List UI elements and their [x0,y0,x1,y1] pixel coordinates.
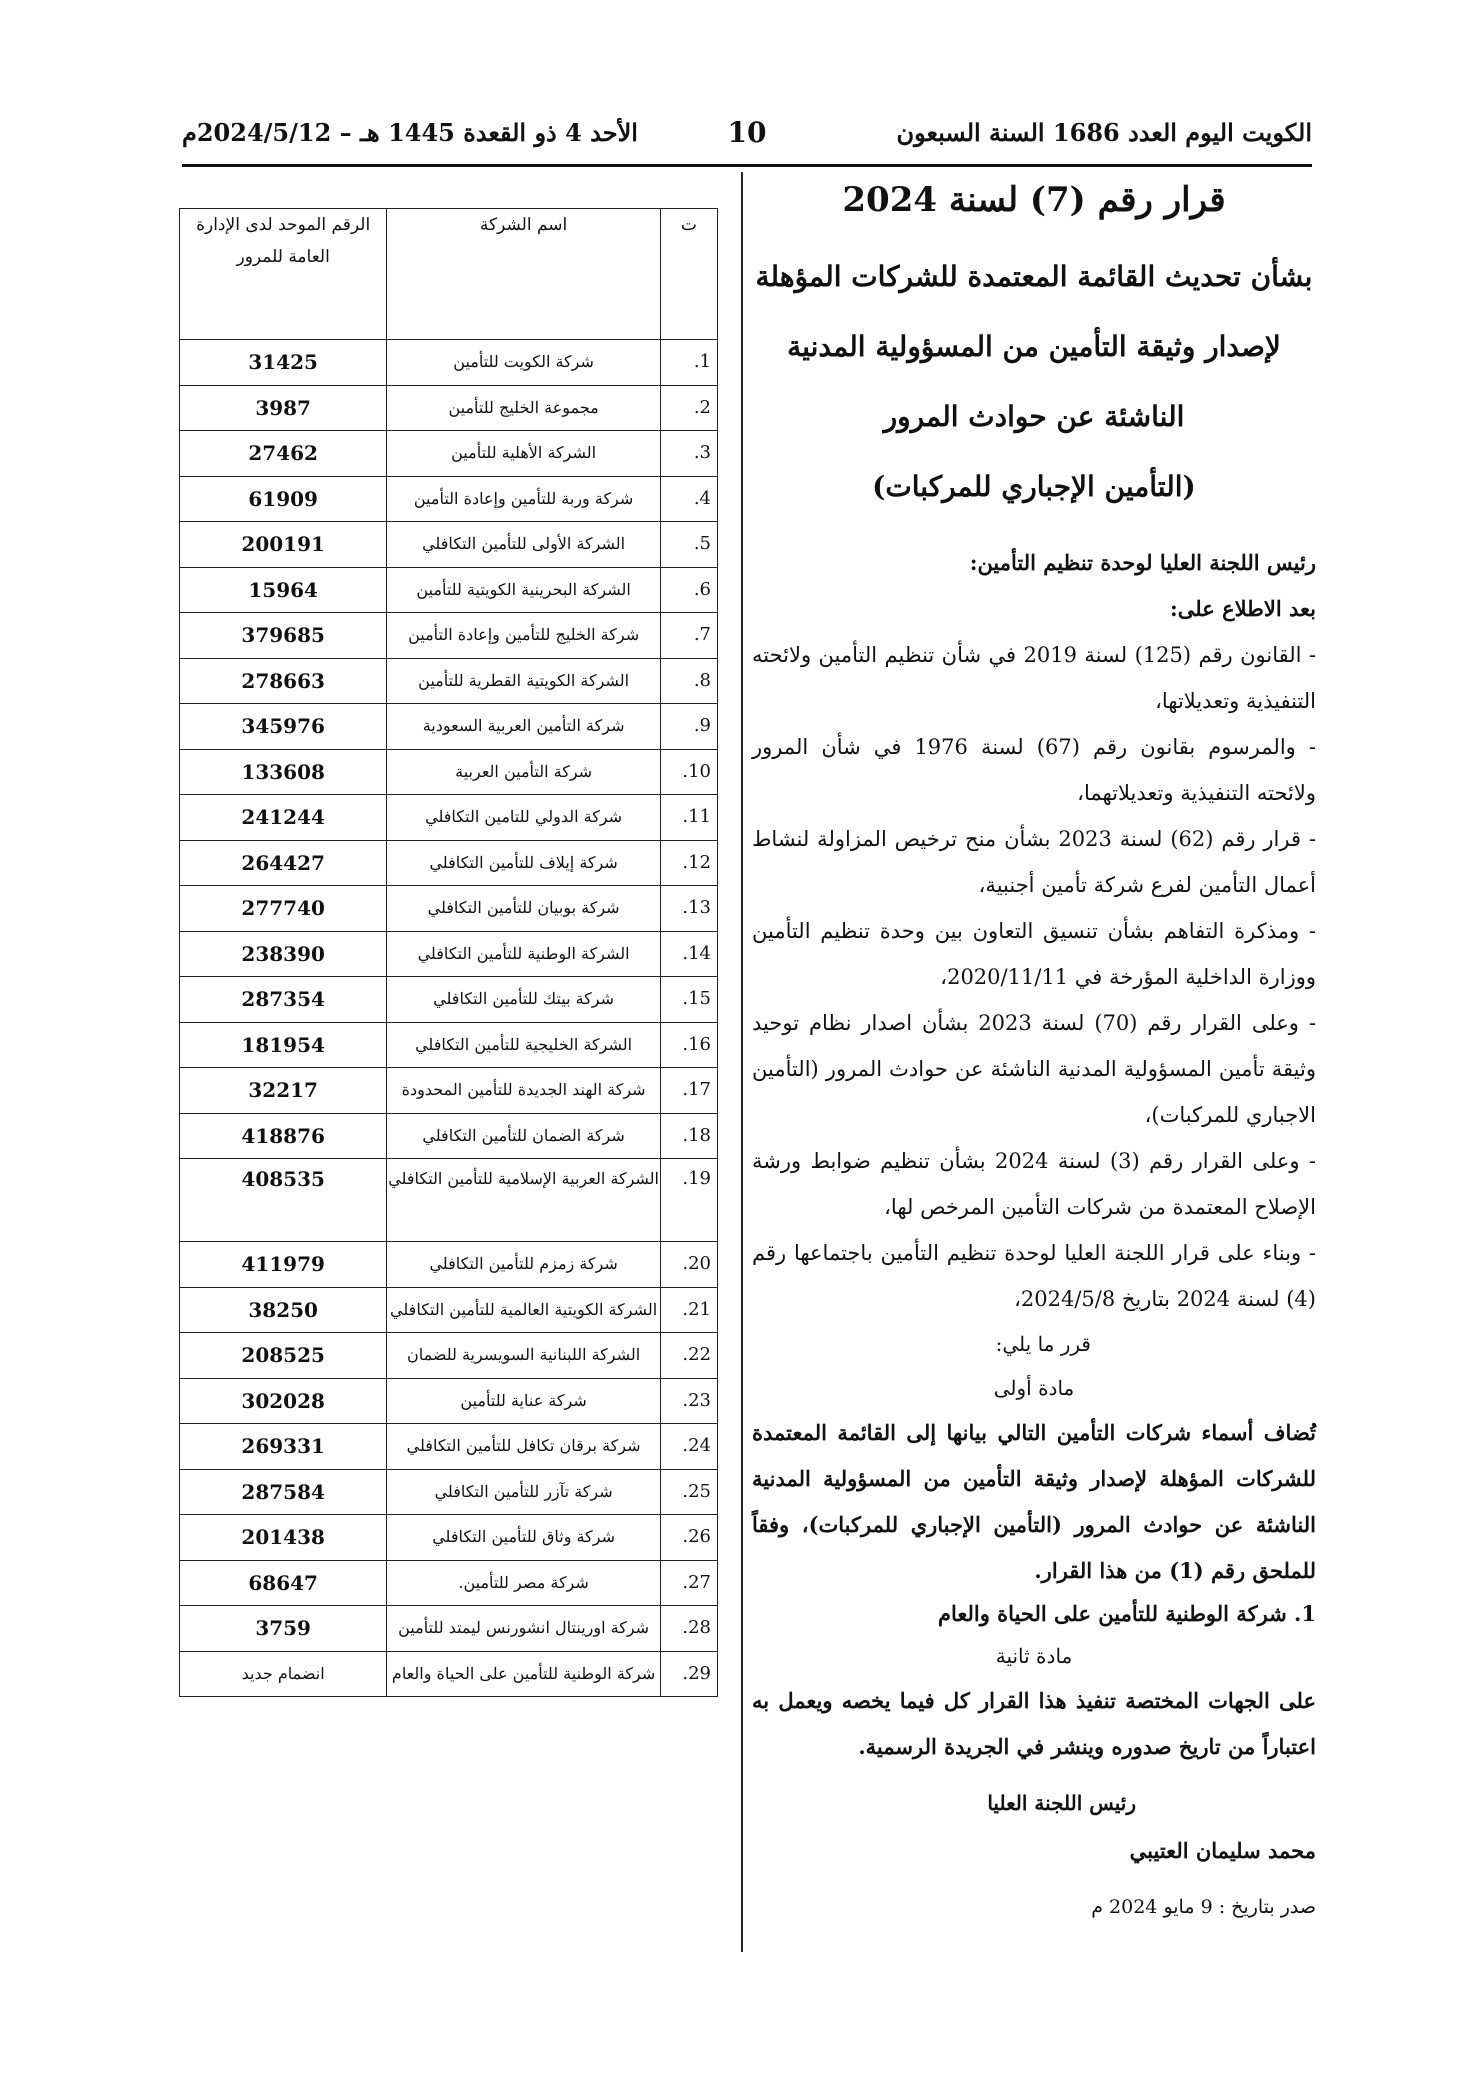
table-row [180,1560,718,1606]
gazette-issue-info: الكويت اليوم العدد 1686 السنة السبعون [896,118,1312,147]
row-number-text: 27. [682,1571,711,1593]
row-number-text: 11. [682,806,711,828]
row-number [660,1651,717,1697]
unified-number: 38250 [180,1287,387,1333]
company-name: شركة زمزم للتأمين التكافلي [387,1242,661,1288]
row-number [660,1333,717,1379]
table-row [180,704,718,750]
recital: - ومذكرة التفاهم بشأن تنسيق التعاون بين وحدة تنظيم التأمين ووزارة الداخلية المؤرخة في 2020/11/11، [752,919,1316,989]
unified-number: 408535 [180,1159,387,1242]
row-number-text: 13. [682,897,711,919]
issued-date: صدر بتاريخ : 9 مايو 2024 م [1091,1896,1316,1918]
unified-number: 61909 [180,476,387,522]
row-number [660,931,717,977]
row-number-text: 17. [682,1079,711,1101]
recital: - وعلى القرار رقم (3) لسنة 2024 بشأن تنظيم ضوابط ورشة الإصلاح المعتمدة من شركات التأمين المرخص لها، [752,1149,1316,1219]
signatory-name: محمد سليمان العتيبي [1129,1838,1316,1863]
row-number [660,1378,717,1424]
company-name: شركة بيتك للتأمين التكافلي [387,977,661,1023]
table-row [180,567,718,613]
row-number-text: 12. [682,851,711,873]
table-header-row [180,209,718,340]
companies-table-wrapper [179,208,718,1697]
company-name: شركة التأمين العربية [387,749,661,795]
article-1-title: مادة أولى [993,1376,1075,1400]
table-row [180,1651,718,1697]
unified-number: 3759 [180,1606,387,1652]
unified-number: 68647 [180,1560,387,1606]
row-number [660,749,717,795]
company-name: الشركة الوطنية للتأمين التكافلي [387,931,661,977]
row-number-text: 28. [682,1617,711,1639]
table-row [180,613,718,659]
gazette-date: الأحد 4 ذو القعدة 1445 هـ – 2024/5/12م [182,118,638,147]
company-name: الشركة الكويتية القطرية للتأمين [387,658,661,704]
row-number-text: 15. [682,988,711,1010]
company-name: الشركة الأهلية للتأمين [387,431,661,477]
row-number-text: 6. [693,578,711,600]
company-name: شركة الخليج للتأمين وإعادة التأمين [387,613,661,659]
table-row [180,340,718,386]
unified-number: 31425 [180,340,387,386]
unified-number: 277740 [180,886,387,932]
unified-number: 238390 [180,931,387,977]
row-number [660,522,717,568]
unified-number: 3987 [180,385,387,431]
row-number [660,1424,717,1470]
company-name: الشركة الأولى للتأمين التكافلي [387,522,661,568]
row-number [660,385,717,431]
row-number-text: 18. [682,1124,711,1146]
subtitle-line: بشأن تحديث القائمة المعتمدة للشركات المؤهلة [755,260,1313,293]
table-row [180,931,718,977]
table-row [180,1606,718,1652]
recital: - قرار رقم (62) لسنة 2023 بشأن منح ترخيص المزاولة لنشاط أعمال التأمين لفرع شركة تأمين أجنبية، [752,827,1317,897]
row-number-text: 14. [682,942,711,964]
table-row [180,1022,718,1068]
company-name: الشركة العربية الإسلامية للتأمين التكافلي [387,1159,661,1242]
company-name: الشركة الخليجية للتأمين التكافلي [387,1022,661,1068]
row-number-text: 19. [682,1168,711,1189]
recital: - وبناء على قرار اللجنة العليا لوحدة تنظيم التأمين باجتماعها رقم (4) لسنة 2024 بتاريخ 2024/5/8، [752,1241,1316,1311]
company-name: شركة الكويت للتأمين [387,340,661,386]
row-number [660,840,717,886]
unified-number: 345976 [180,704,387,750]
header-unified-number: الرقم الموحد لدى الإدارة العامة للمرور [180,209,387,340]
article-2-text: على الجهات المختصة تنفيذ هذا القرار كل فيما يخصه ويعمل به اعتباراً من تاريخ صدوره وينشر في الجريدة الرسمية. [752,1688,1316,1759]
row-number-text: 25. [682,1480,711,1502]
row-number [660,1515,717,1561]
unified-number: 32217 [180,1068,387,1114]
company-name: الشركة الكويتية العالمية للتأمين التكافلي [387,1287,661,1333]
subtitle-line: (التأمين الإجباري للمركبات) [872,470,1196,503]
row-number-text: 4. [693,487,711,509]
header-number: ت [660,209,717,340]
unified-number: 287584 [180,1469,387,1515]
page-header [182,118,1312,164]
row-number-text: 22. [682,1344,711,1366]
row-number [660,340,717,386]
table-row [180,1068,718,1114]
unified-number: 15964 [180,567,387,613]
header-company-name: اسم الشركة [387,209,661,340]
subtitle-line: لإصدار وثيقة التأمين من المسؤولية المدنية [787,330,1281,363]
table-row [180,795,718,841]
row-number [660,567,717,613]
table-row [180,1333,718,1379]
row-number [660,886,717,932]
unified-number: 133608 [180,749,387,795]
article-1-text: تُضاف أسماء شركات التأمين التالي بيانها إلى القائمة المعتمدة للشركات المؤهلة لإصدار وثيقة التأمين من المسؤولية المدنية الناشئة عن حوادث المرور (التأمين الإجباري للمركبات)، وفقاً للملحق رقم (1) من هذا القرار. [752,1420,1316,1583]
row-number-text: 20. [682,1253,711,1275]
table-row [180,1515,718,1561]
unified-number: 302028 [180,1378,387,1424]
unified-number: 201438 [180,1515,387,1561]
company-name: مجموعة الخليج للتأمين [387,385,661,431]
row-number [660,1159,717,1242]
company-name: شركة الدولي للتامين التكافلي [387,795,661,841]
row-number-text: 2. [693,396,711,418]
decided-line: قرر ما يلي: [995,1332,1091,1356]
page-number: 10 [727,116,767,149]
table-row [180,1113,718,1159]
table-row [180,522,718,568]
subtitle-line: الناشئة عن حوادث المرور [883,400,1185,433]
unified-number: 411979 [180,1242,387,1288]
companies-table [179,208,718,1697]
article-2-title: مادة ثانية [995,1644,1073,1668]
table-row [180,1159,718,1242]
company-name: شركة الضمان للتأمين التكافلي [387,1113,661,1159]
row-number [660,977,717,1023]
decision-text [752,180,1316,1930]
company-name: شركة وربة للتأمين وإعادة التأمين [387,476,661,522]
row-number [660,476,717,522]
row-number-text: 10. [682,760,711,782]
row-number [660,1287,717,1333]
row-number-text: 16. [682,1033,711,1055]
unified-number: 241244 [180,795,387,841]
company-name: شركة تآزر للتأمين التكافلي [387,1469,661,1515]
table-row [180,1287,718,1333]
companies-table-body [180,340,718,1697]
header-rule [182,164,1312,167]
row-number [660,795,717,841]
company-name: شركة مصر للتأمين. [387,1560,661,1606]
row-number [660,658,717,704]
row-number-text: 21. [682,1298,711,1320]
article-1-item: 1. شركة الوطنية للتأمين على الحياة والعام [937,1601,1316,1626]
recital: - والمرسوم بقانون رقم (67) لسنة 1976 في شأن المرور ولائحته التنفيذية وتعديلاتهما، [752,735,1316,805]
row-number [660,1113,717,1159]
company-name: الشركة البحرينية الكويتية للتأمين [387,567,661,613]
row-number [660,704,717,750]
table-row [180,749,718,795]
unified-number: انضمام جديد [180,1651,387,1697]
row-number-text: 1. [693,351,711,373]
row-number-text: 7. [693,624,711,646]
table-row [180,658,718,704]
company-name: شركة وثاق للتأمين التكافلي [387,1515,661,1561]
row-number [660,1606,717,1652]
row-number [660,1022,717,1068]
unified-number: 200191 [180,522,387,568]
table-row [180,840,718,886]
table-row [180,977,718,1023]
unified-number: 264427 [180,840,387,886]
company-name: شركة إيلاف للتأمين التكافلي [387,840,661,886]
company-name: شركة اورينتال انشورنس ليمتد للتأمين [387,1606,661,1652]
row-number [660,1469,717,1515]
after-review-line: بعد الاطلاع على: [1170,596,1316,621]
company-name: شركة الهند الجديدة للتأمين المحدودة [387,1068,661,1114]
decision-subtitle [752,242,1316,522]
column-divider [741,172,743,1952]
signatory-title: رئيس اللجنة العليا [987,1791,1136,1815]
company-name: الشركة اللبنانية السويسرية للضمان [387,1333,661,1379]
company-name: شركة عناية للتأمين [387,1378,661,1424]
row-number-text: 23. [682,1389,711,1411]
table-row [180,1242,718,1288]
table-row [180,1469,718,1515]
row-number-text: 24. [682,1435,711,1457]
row-number-text: 8. [693,669,711,691]
row-number-text: 9. [693,715,711,737]
company-name: شركة بوبيان للتأمين التكافلي [387,886,661,932]
company-name: شركة برقان تكافل للتأمين التكافلي [387,1424,661,1470]
row-number [660,431,717,477]
table-row [180,886,718,932]
table-row [180,476,718,522]
unified-number: 287354 [180,977,387,1023]
row-number-text: 26. [682,1526,711,1548]
recital: - القانون رقم (125) لسنة 2019 في شأن تنظيم التأمين ولائحته التنفيذية وتعديلاتها، [752,643,1316,713]
unified-number: 269331 [180,1424,387,1470]
row-number-text: 29. [682,1662,711,1684]
unified-number: 208525 [180,1333,387,1379]
unified-number: 27462 [180,431,387,477]
company-name: شركة التأمين العربية السعودية [387,704,661,750]
table-row [180,1378,718,1424]
row-number-text: 5. [693,533,711,555]
row-number [660,1242,717,1288]
recital: - وعلى القرار رقم (70) لسنة 2023 بشأن اصدار نظام توحيد وثيقة تأمين المسؤولية المدنية الناشئة عن حوادث المرور (التأمين الاجباري للمركبات)، [752,1011,1316,1127]
unified-number: 379685 [180,613,387,659]
unified-number: 418876 [180,1113,387,1159]
row-number [660,1560,717,1606]
row-number [660,1068,717,1114]
row-number [660,613,717,659]
table-row [180,431,718,477]
table-row [180,1424,718,1470]
table-row [180,385,718,431]
unified-number: 278663 [180,658,387,704]
decision-title: قرار رقم (7) لسنة 2024 [842,180,1226,220]
company-name: شركة الوطنية للتأمين على الحياة والعام [387,1651,661,1697]
issuer-line: رئيس اللجنة العليا لوحدة تنظيم التأمين: [969,550,1316,575]
row-number-text: 3. [693,442,711,464]
unified-number: 181954 [180,1022,387,1068]
